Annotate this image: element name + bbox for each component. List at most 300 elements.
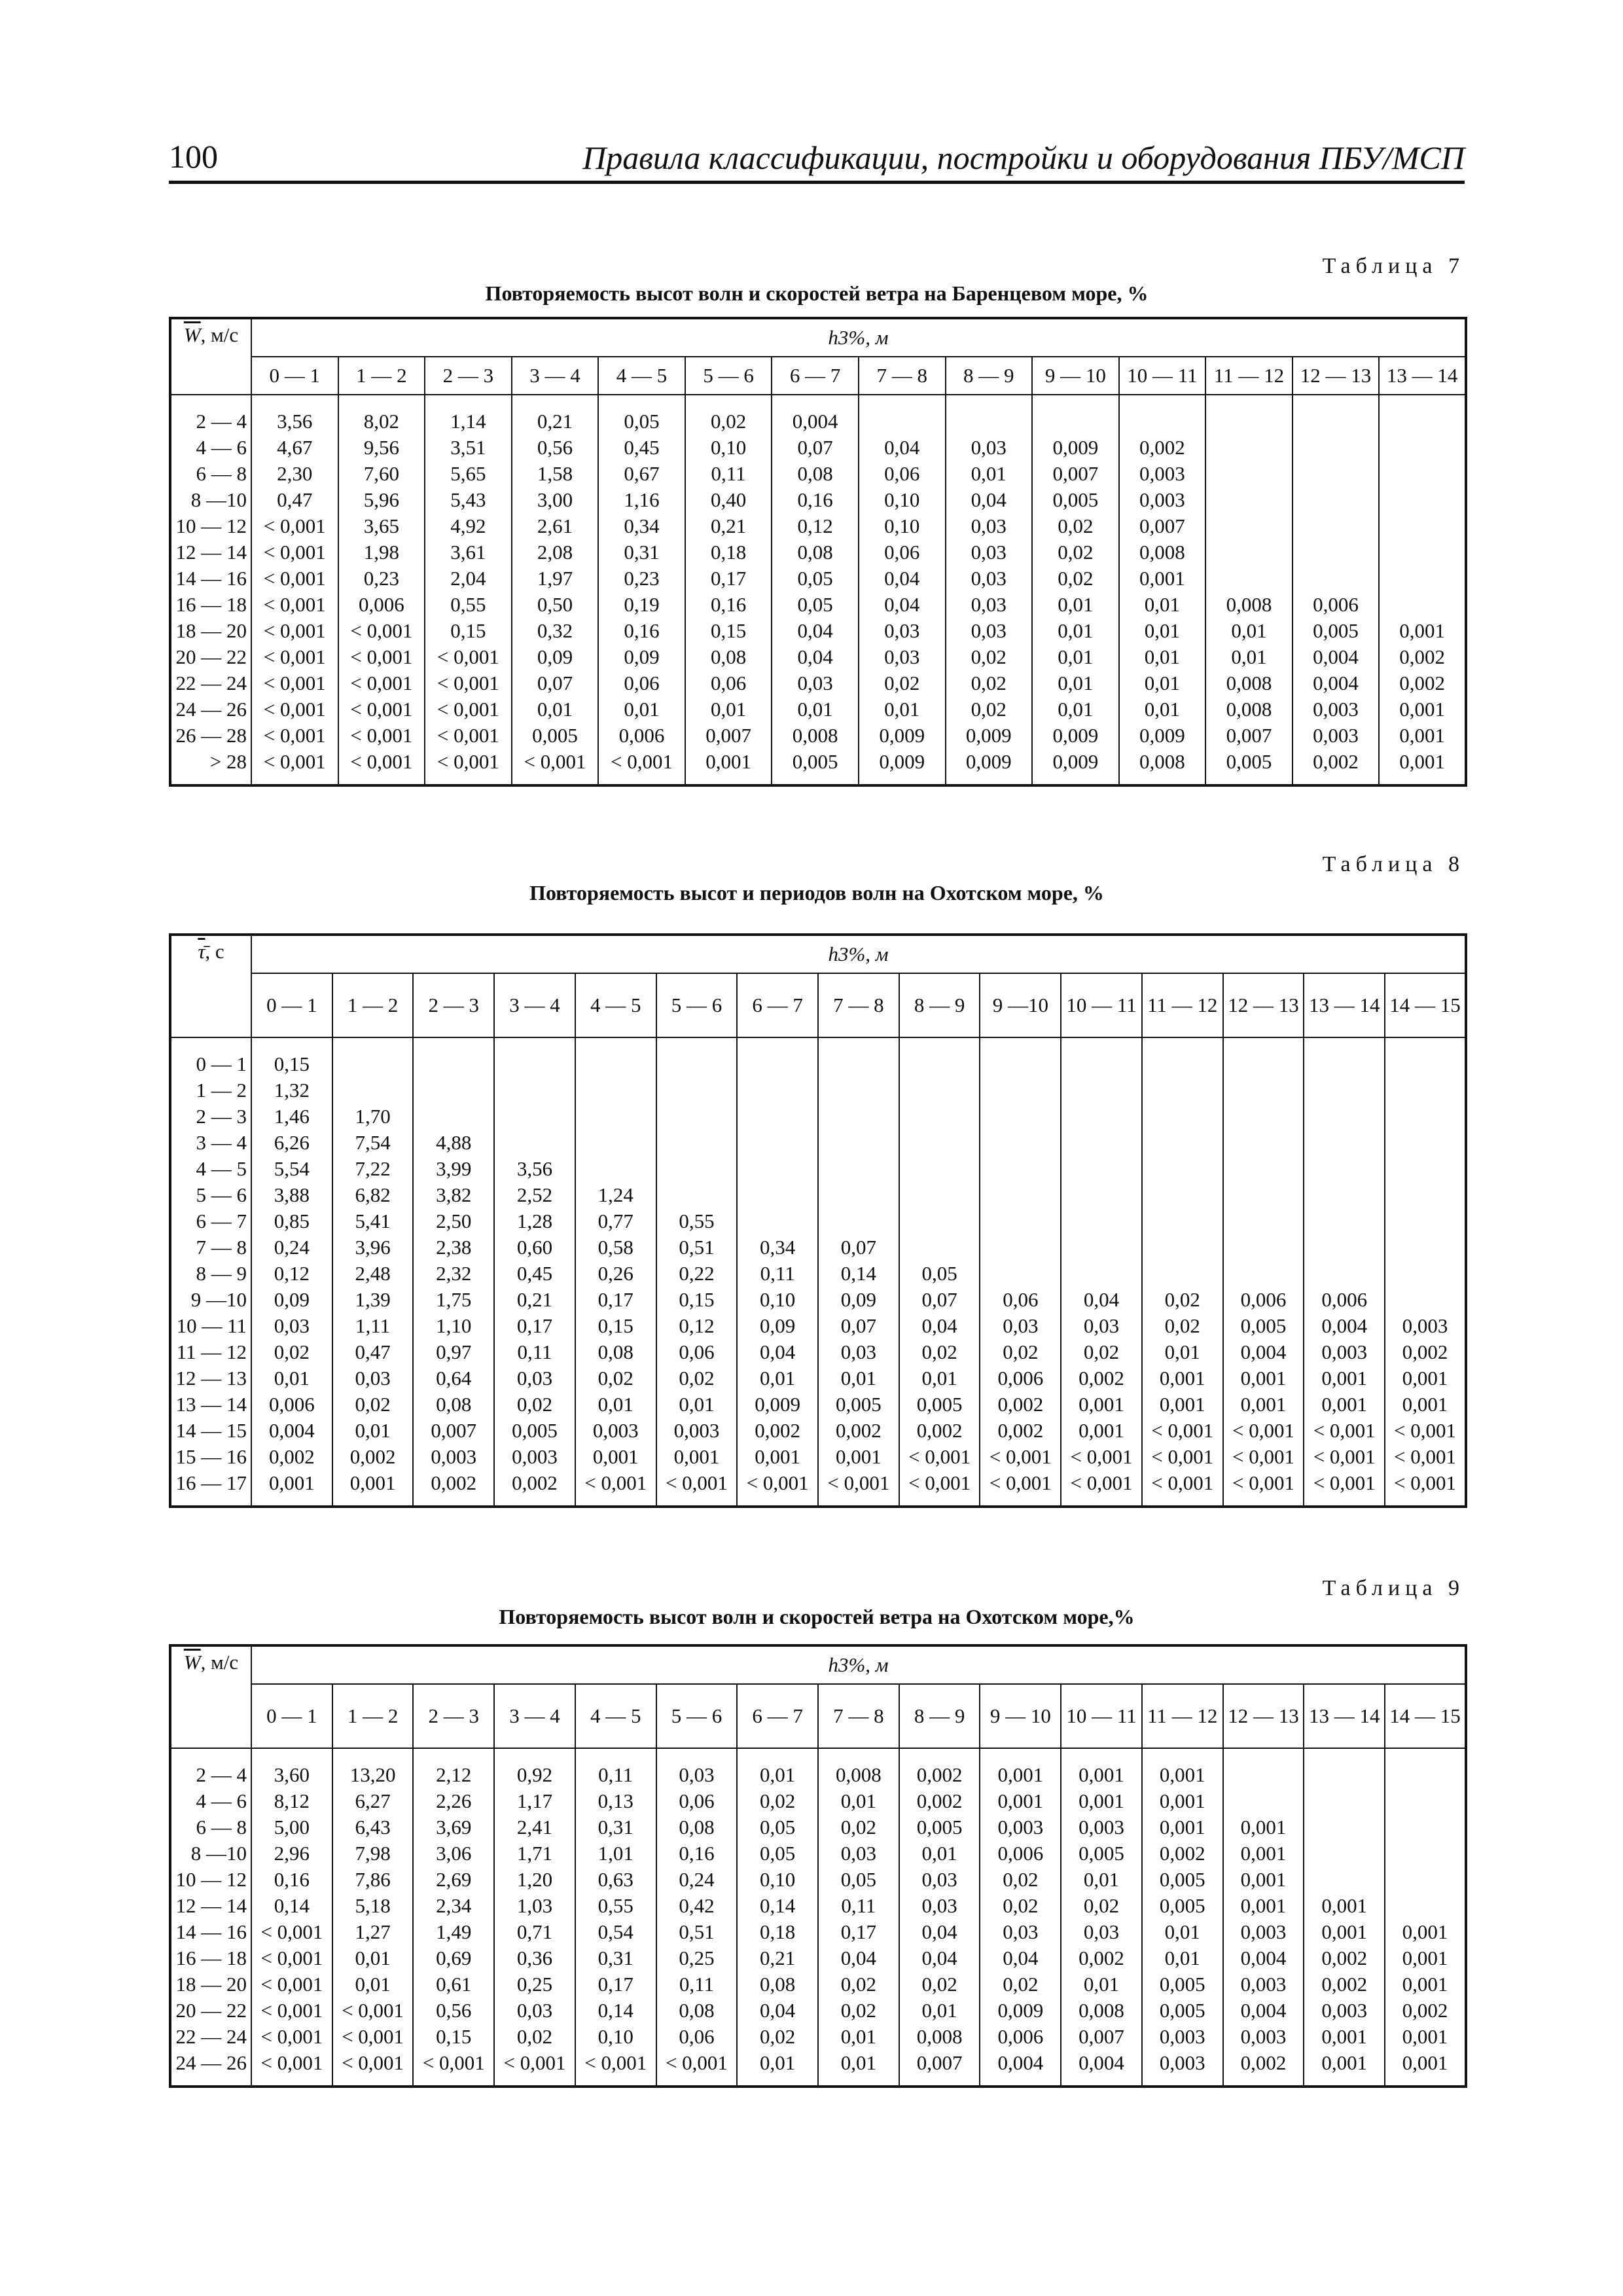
table-cell <box>413 1103 494 1130</box>
table-cell: 0,02 <box>899 1339 980 1365</box>
table-cell <box>1304 1867 1385 1893</box>
table-cell: 0,001 <box>656 1444 738 1470</box>
table-cell: 0,001 <box>1223 1365 1304 1391</box>
table-cell: 0,15 <box>425 618 512 644</box>
table-cell: 8,02 <box>338 408 425 435</box>
table-cell: 0,004 <box>1223 1945 1304 1971</box>
table-cell: 0,11 <box>575 1762 656 1788</box>
table-cell: 1,11 <box>332 1313 414 1339</box>
table-cell <box>575 1103 656 1130</box>
table-cell: < 0,001 <box>575 2050 656 2076</box>
table-cell <box>1385 1840 1466 1867</box>
row-label: 6 — 8 <box>170 461 251 487</box>
table-cell <box>980 1156 1061 1182</box>
table-label: Таблица 7 <box>1322 254 1465 278</box>
table-cell: 0,10 <box>737 1287 818 1313</box>
table-cell: 0,009 <box>1119 723 1206 749</box>
table-row <box>170 1365 1466 1391</box>
table-cell <box>980 1182 1061 1208</box>
table-cell: 0,09 <box>512 644 599 670</box>
table-cell <box>980 1234 1061 1261</box>
table-cell: 0,01 <box>1119 592 1206 618</box>
row-label: 4 — 6 <box>170 435 251 461</box>
table-cell: 0,06 <box>656 2024 738 2050</box>
table-cell: 0,002 <box>1119 435 1206 461</box>
table-cell: < 0,001 <box>1142 1470 1223 1496</box>
table-cell: < 0,001 <box>1223 1418 1304 1444</box>
table-cell: 0,05 <box>899 1261 980 1287</box>
table-cell: 0,02 <box>1142 1313 1223 1339</box>
table-cell: 1,75 <box>413 1287 494 1313</box>
column-header: 1 — 2 <box>338 357 425 395</box>
table-cell: < 0,001 <box>980 1470 1061 1496</box>
table-cell: < 0,001 <box>251 1919 332 1945</box>
table-cell: < 0,001 <box>251 1971 332 1998</box>
table-cell: 0,17 <box>818 1919 899 1945</box>
table-cell: 0,003 <box>1223 2024 1304 2050</box>
row-label: 26 — 28 <box>170 723 251 749</box>
table-cell: < 0,001 <box>251 2024 332 2050</box>
table-cell: 0,03 <box>859 644 946 670</box>
table-cell: 0,08 <box>656 1998 738 2024</box>
table-row <box>170 1418 1466 1444</box>
table-cell: 0,002 <box>1379 670 1466 696</box>
table-cell: 0,03 <box>818 1339 899 1365</box>
column-header: 2 — 3 <box>413 1684 494 1748</box>
table-row <box>170 1893 1466 1919</box>
table-row <box>170 696 1466 723</box>
table-cell: 0,002 <box>980 1418 1061 1444</box>
table-cell: 2,30 <box>251 461 338 487</box>
table-cell: 0,004 <box>1061 2050 1142 2076</box>
table-cell: 0,03 <box>494 1365 575 1391</box>
table-cell <box>1293 461 1380 487</box>
table-cell: 0,006 <box>1293 592 1380 618</box>
table-cell <box>1385 1130 1466 1156</box>
table-cell: 0,001 <box>1142 1788 1223 1814</box>
table-cell: < 0,001 <box>251 644 338 670</box>
table-cell <box>1379 539 1466 565</box>
table-cell: 0,21 <box>512 408 599 435</box>
row-label: 16 — 18 <box>170 592 251 618</box>
table-cell <box>818 1182 899 1208</box>
table-label: Таблица 8 <box>1322 852 1465 876</box>
table-cell: 0,18 <box>737 1919 818 1945</box>
table-cell <box>1304 1814 1385 1840</box>
table-cell: 0,002 <box>413 1470 494 1496</box>
table-cell <box>575 1051 656 1077</box>
table-cell <box>1142 1051 1223 1077</box>
table-cell: 0,01 <box>1032 670 1119 696</box>
table-cell: 0,01 <box>1142 1945 1223 1971</box>
column-header: 11 — 12 <box>1142 1684 1223 1748</box>
table-cell: 7,22 <box>332 1156 414 1182</box>
table-cell: 0,003 <box>1119 487 1206 513</box>
page-number: 100 <box>169 138 218 175</box>
table-cell: 0,005 <box>512 723 599 749</box>
table-cell: 0,03 <box>946 513 1033 539</box>
table-cell: < 0,001 <box>338 696 425 723</box>
table-cell <box>1061 1208 1142 1234</box>
table-cell: 3,61 <box>425 539 512 565</box>
table-cell: 0,71 <box>494 1919 575 1945</box>
table-cell: 0,03 <box>859 618 946 644</box>
table-cell: 0,001 <box>1385 1365 1466 1391</box>
table-cell: 3,69 <box>413 1814 494 1840</box>
table-row <box>170 1391 1466 1418</box>
table-cell: 0,16 <box>685 592 772 618</box>
data-table <box>169 317 1467 787</box>
table-cell: 0,02 <box>980 1893 1061 1919</box>
table-cell <box>980 1077 1061 1103</box>
table-cell <box>1379 487 1466 513</box>
table-cell <box>1061 1234 1142 1261</box>
table-cell: 0,17 <box>575 1287 656 1313</box>
table-cell: 0,003 <box>1223 1919 1304 1945</box>
table-cell: 0,01 <box>1061 1971 1142 1998</box>
table-cell: 4,67 <box>251 435 338 461</box>
table-cell: 0,11 <box>818 1893 899 1919</box>
table-cell: 0,45 <box>494 1261 575 1287</box>
table-cell <box>332 1077 414 1103</box>
table-cell: 0,005 <box>818 1391 899 1418</box>
table-cell: 0,45 <box>598 435 685 461</box>
table-cell <box>494 1077 575 1103</box>
table-cell: 0,05 <box>737 1814 818 1840</box>
table-cell: 1,58 <box>512 461 599 487</box>
table-cell <box>1293 487 1380 513</box>
table-cell: 0,11 <box>656 1971 738 1998</box>
table-cell: 0,007 <box>685 723 772 749</box>
row-header-label <box>170 318 251 395</box>
table-cell: 1,46 <box>251 1103 332 1130</box>
table-cell <box>1304 1182 1385 1208</box>
table-cell: 0,04 <box>899 1945 980 1971</box>
row-label: 14 — 16 <box>170 1919 251 1945</box>
column-header: 4 — 5 <box>598 357 685 395</box>
table-cell: 0,005 <box>899 1814 980 1840</box>
row-label: 5 — 6 <box>170 1182 251 1208</box>
table-cell <box>1061 1077 1142 1103</box>
table-cell: 0,67 <box>598 461 685 487</box>
table-cell: 0,01 <box>1119 696 1206 723</box>
table-cell <box>1293 513 1380 539</box>
table-cell: 0,001 <box>1379 723 1466 749</box>
column-header: 0 — 1 <box>251 357 338 395</box>
table-cell: 0,02 <box>818 1971 899 1998</box>
table-cell: 0,03 <box>980 1313 1061 1339</box>
table-cell: 0,003 <box>494 1444 575 1470</box>
table-cell: 0,001 <box>1385 2050 1466 2076</box>
table-cell <box>1293 539 1380 565</box>
table-cell <box>1061 1051 1142 1077</box>
row-label: 11 — 12 <box>170 1339 251 1365</box>
table-cell: < 0,001 <box>1385 1418 1466 1444</box>
table-cell: < 0,001 <box>656 1470 738 1496</box>
table-cell: 0,11 <box>685 461 772 487</box>
table-cell: 0,17 <box>685 565 772 592</box>
table-cell: 0,001 <box>1223 1840 1304 1867</box>
table-cell: 0,003 <box>413 1444 494 1470</box>
table-cell: 0,002 <box>980 1391 1061 1418</box>
column-group-header <box>251 1645 1466 1684</box>
running-title: Правила классификации, постройки и оборудования ПБУ/МСП <box>582 139 1465 176</box>
table-cell: 3,56 <box>251 408 338 435</box>
column-header: 0 — 1 <box>251 973 332 1037</box>
table-cell <box>980 1261 1061 1287</box>
row-header-symbol: $\overline{W}$ <box>183 1651 201 1674</box>
row-label: 20 — 22 <box>170 644 251 670</box>
table-cell: 1,97 <box>512 565 599 592</box>
table-cell: 0,10 <box>685 435 772 461</box>
table-cell: < 0,001 <box>899 1470 980 1496</box>
table-cell: 2,96 <box>251 1840 332 1867</box>
table-cell: 1,24 <box>575 1182 656 1208</box>
table-cell: 0,002 <box>1061 1945 1142 1971</box>
table-cell: 0,07 <box>818 1313 899 1339</box>
column-header: 10 — 11 <box>1119 357 1206 395</box>
table-cell: 6,26 <box>251 1130 332 1156</box>
table-cell: 0,002 <box>1379 644 1466 670</box>
table-cell: 0,01 <box>1119 670 1206 696</box>
table-cell: 0,10 <box>737 1867 818 1893</box>
table-cell <box>1379 435 1466 461</box>
table-row <box>170 565 1466 592</box>
row-label: 8 —10 <box>170 1840 251 1867</box>
table-cell <box>737 1051 818 1077</box>
table-cell: < 0,001 <box>251 513 338 539</box>
table-cell: 0,006 <box>1223 1287 1304 1313</box>
table-cell: 3,60 <box>251 1762 332 1788</box>
table-cell: 0,02 <box>1032 513 1119 539</box>
table-cell: 0,02 <box>859 670 946 696</box>
table-cell: 0,004 <box>1223 1339 1304 1365</box>
table-cell: < 0,001 <box>425 749 512 775</box>
column-header: 14 — 15 <box>1385 973 1466 1037</box>
table-cell: 0,03 <box>656 1762 738 1788</box>
table-cell: 0,04 <box>859 435 946 461</box>
table-cell: 0,005 <box>1293 618 1380 644</box>
table-cell: 0,03 <box>1061 1313 1142 1339</box>
table-cell <box>1385 1867 1466 1893</box>
table-cell: 0,001 <box>1119 565 1206 592</box>
table-cell: 0,001 <box>1379 618 1466 644</box>
table-cell: 5,00 <box>251 1814 332 1840</box>
table-cell <box>1142 1130 1223 1156</box>
table-cell: 0,001 <box>980 1788 1061 1814</box>
row-label: 3 — 4 <box>170 1130 251 1156</box>
table-cell: 0,007 <box>899 2050 980 2076</box>
row-label: 10 — 12 <box>170 513 251 539</box>
table-cell: 0,01 <box>899 1998 980 2024</box>
table-row <box>170 618 1466 644</box>
table-cell: 0,03 <box>946 435 1033 461</box>
table-cell: 0,003 <box>1293 696 1380 723</box>
table-cell: 0,08 <box>413 1391 494 1418</box>
row-label: 2 — 4 <box>170 1762 251 1788</box>
table-cell: 0,69 <box>413 1945 494 1971</box>
table-cell <box>1385 1893 1466 1919</box>
table-cell: 0,001 <box>1304 1893 1385 1919</box>
table-cell: 2,38 <box>413 1234 494 1261</box>
table-cell: 0,006 <box>251 1391 332 1418</box>
table-cell: < 0,001 <box>512 749 599 775</box>
row-label: 16 — 17 <box>170 1470 251 1496</box>
table-cell: 7,60 <box>338 461 425 487</box>
table-cell <box>737 1103 818 1130</box>
table-cell: 0,009 <box>1032 749 1119 775</box>
table-cell: < 0,001 <box>251 670 338 696</box>
table-cell: 0,03 <box>899 1867 980 1893</box>
table-cell: 0,04 <box>737 1998 818 2024</box>
table-cell: 0,02 <box>980 1867 1061 1893</box>
table-cell: 0,001 <box>332 1470 414 1496</box>
table-row <box>170 1788 1466 1814</box>
table-cell: 0,05 <box>737 1840 818 1867</box>
column-header: 8 — 9 <box>899 1684 980 1748</box>
table-cell: 0,02 <box>899 1971 980 1998</box>
table-cell: < 0,001 <box>338 670 425 696</box>
table-cell: 0,04 <box>946 487 1033 513</box>
table-cell <box>1223 1156 1304 1182</box>
table-cell: 0,002 <box>332 1444 414 1470</box>
table-cell: 0,17 <box>575 1971 656 1998</box>
row-header-unit: , м/с <box>200 1651 239 1674</box>
table-row <box>170 1444 1466 1470</box>
table-row <box>170 2050 1466 2076</box>
row-label: 14 — 16 <box>170 565 251 592</box>
table-cell: 0,007 <box>1061 2024 1142 2050</box>
table-cell: 0,10 <box>575 2024 656 2050</box>
row-label: 24 — 26 <box>170 696 251 723</box>
table-cell: < 0,001 <box>251 749 338 775</box>
table-cell: 3,82 <box>413 1182 494 1208</box>
row-label: 2 — 3 <box>170 1103 251 1130</box>
table-cell: 0,004 <box>1223 1998 1304 2024</box>
table-cell <box>1304 1130 1385 1156</box>
data-table <box>169 1644 1467 2088</box>
table-cell: 0,04 <box>1061 1287 1142 1313</box>
table-cell: < 0,001 <box>425 670 512 696</box>
table-cell: 5,65 <box>425 461 512 487</box>
table-cell <box>1379 592 1466 618</box>
table-cell: < 0,001 <box>251 696 338 723</box>
table-cell: 0,42 <box>656 1893 738 1919</box>
table-cell: 0,001 <box>1061 1788 1142 1814</box>
table-cell: 0,47 <box>332 1339 414 1365</box>
table-cell <box>859 408 946 435</box>
table-cell <box>980 1130 1061 1156</box>
table-cell: 0,03 <box>494 1998 575 2024</box>
table-cell <box>656 1156 738 1182</box>
table-cell: 0,01 <box>598 696 685 723</box>
table-cell: 2,26 <box>413 1788 494 1814</box>
table-cell: 0,25 <box>656 1945 738 1971</box>
table-cell: 2,34 <box>413 1893 494 1919</box>
table-cell: 0,03 <box>818 1840 899 1867</box>
table-caption: Повторяемость высот волн и скоростей ветра на Баренцевом море, % <box>485 281 1149 305</box>
table-cell <box>1061 1182 1142 1208</box>
table-cell: 0,31 <box>575 1814 656 1840</box>
table-cell: < 0,001 <box>251 1998 332 2024</box>
table-cell: 0,004 <box>772 408 859 435</box>
table-cell <box>656 1182 738 1208</box>
row-label: 12 — 14 <box>170 539 251 565</box>
row-label: 6 — 8 <box>170 1814 251 1840</box>
table-cell: 0,001 <box>685 749 772 775</box>
table-cell: < 0,001 <box>1142 1418 1223 1444</box>
table-cell: 0,002 <box>1293 749 1380 775</box>
table-cell: 0,01 <box>899 1840 980 1867</box>
table-cell: 0,09 <box>737 1313 818 1339</box>
table-cell: 0,001 <box>575 1444 656 1470</box>
table-cell: 6,43 <box>332 1814 414 1840</box>
table-cell: 0,001 <box>1061 1762 1142 1788</box>
table-cell: 1,10 <box>413 1313 494 1339</box>
table-cell: < 0,001 <box>251 592 338 618</box>
table-cell: 0,007 <box>1119 513 1206 539</box>
column-header: 7 — 8 <box>859 357 946 395</box>
table-cell: 0,14 <box>737 1893 818 1919</box>
table-cell: < 0,001 <box>737 1470 818 1496</box>
table-cell: 0,009 <box>859 749 946 775</box>
table-cell: 0,05 <box>818 1867 899 1893</box>
table-cell <box>656 1077 738 1103</box>
column-group-header <box>251 318 1466 357</box>
row-label: 9 —10 <box>170 1287 251 1313</box>
table-cell <box>899 1051 980 1077</box>
table-cell: 0,03 <box>772 670 859 696</box>
table-cell: 0,22 <box>656 1261 738 1287</box>
table-row <box>170 1867 1466 1893</box>
table-cell: 0,11 <box>494 1339 575 1365</box>
table-cell: < 0,001 <box>425 723 512 749</box>
table-cell <box>1304 1261 1385 1287</box>
row-label: 8 — 9 <box>170 1261 251 1287</box>
table-cell: 0,26 <box>575 1261 656 1287</box>
table-cell <box>1293 408 1380 435</box>
table-cell: < 0,001 <box>1304 1444 1385 1470</box>
table-cell: 7,54 <box>332 1130 414 1156</box>
column-header: 2 — 3 <box>413 973 494 1037</box>
table-cell: 0,04 <box>899 1919 980 1945</box>
table-cell <box>818 1156 899 1182</box>
table-cell <box>818 1208 899 1234</box>
table-row <box>170 1130 1466 1156</box>
table-cell: 0,009 <box>980 1998 1061 2024</box>
table-cell: 0,23 <box>338 565 425 592</box>
table-cell: 0,15 <box>413 2024 494 2050</box>
table-row <box>170 749 1466 775</box>
table-cell: 0,009 <box>946 749 1033 775</box>
table-cell: 0,02 <box>1032 539 1119 565</box>
column-header: 3 — 4 <box>494 1684 575 1748</box>
table-cell <box>1142 1208 1223 1234</box>
table-cell: < 0,001 <box>980 1444 1061 1470</box>
table-cell: 0,58 <box>575 1234 656 1261</box>
table-cell: 0,001 <box>1304 2050 1385 2076</box>
table-cell: 0,07 <box>772 435 859 461</box>
table-cell: 0,01 <box>1032 644 1119 670</box>
row-label: > 28 <box>170 749 251 775</box>
row-header-unit: , м/с <box>200 323 239 346</box>
table-cell: 0,50 <box>512 592 599 618</box>
table-row <box>170 408 1466 435</box>
table-cell <box>1304 1051 1385 1077</box>
table-cell: 0,63 <box>575 1867 656 1893</box>
table-cell <box>1379 461 1466 487</box>
table-cell <box>818 1103 899 1130</box>
